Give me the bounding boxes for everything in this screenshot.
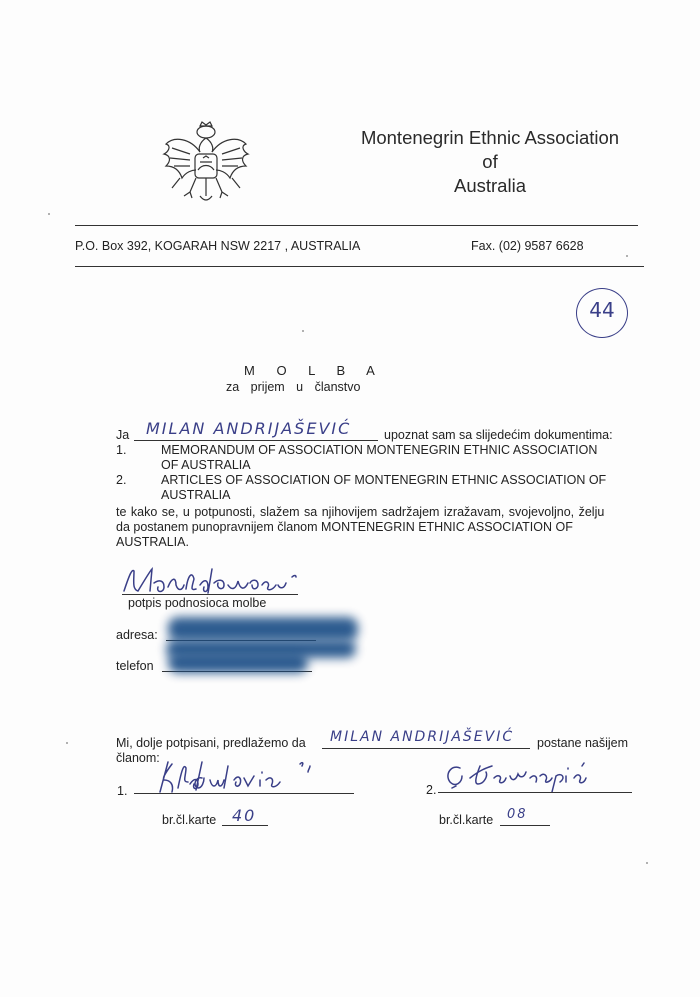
proposer-2-card-line	[500, 825, 550, 826]
applicant-name-line	[134, 440, 378, 441]
fax-number: Fax. (02) 9587 6628	[471, 239, 584, 253]
org-line-1: Montenegrin Ethnic Association	[360, 127, 620, 148]
page-number-mark	[576, 288, 628, 338]
scan-speck	[626, 255, 628, 257]
agreement-line-1: te kako se, u potpunosti, slažem sa njihovijem sadržajem izražavam, svojevoljno, želju	[116, 505, 605, 519]
proposer-1-card-label: br.čl.karte	[162, 813, 217, 827]
document-subtitle: za prijem u članstvo	[226, 380, 361, 394]
applicant-signature-line	[122, 594, 298, 595]
phone-label: telefon	[116, 659, 154, 673]
applicant-suffix: upoznat sam sa slijedećim dokumentima:	[384, 428, 613, 442]
proposer-1-number: 1.	[117, 784, 128, 798]
document-title: M O L B A	[244, 363, 384, 378]
document-1-number: 1.	[116, 443, 127, 457]
proposer-1-card-line	[222, 825, 268, 826]
proposal-suffix: postane našijem	[537, 736, 629, 750]
scan-speck	[66, 742, 68, 744]
document-1-line2: OF AUSTRALIA	[161, 458, 251, 472]
proposer-1-signature-line	[134, 793, 354, 794]
scan-speck	[302, 330, 304, 332]
proposer-2-signature	[440, 758, 600, 794]
agreement-line-2: da postanem punopravnijem članom MONTENEGRIN ETHNIC ASSOCIATION OF	[116, 520, 573, 534]
document-2-line1: ARTICLES OF ASSOCIATION OF MONTENEGRIN ETHNIC ASSOCIATION OF	[161, 473, 607, 487]
proposer-1-card-number: 40	[232, 806, 257, 825]
agreement-line-3: AUSTRALIA.	[116, 535, 189, 549]
organization-name	[335, 126, 645, 198]
document-1-line1: MEMORANDUM OF ASSOCIATION MONTENEGRIN ETHNIC ASSOCIATION	[161, 443, 598, 457]
proposer-2-signature-line	[438, 792, 632, 793]
proposal-name-handwritten: MILAN ANDRIJAŠEVIĆ	[330, 729, 515, 745]
proposer-2-card-number: 08	[507, 807, 528, 822]
document-2-number: 2.	[116, 473, 127, 487]
page-number-text: 44	[589, 298, 615, 322]
org-line-2: of	[482, 151, 498, 172]
proposer-2-number: 2.	[426, 783, 437, 797]
address-label: adresa:	[116, 628, 158, 642]
proposal-prefix: Mi, dolje potpisani, predlažemo da	[116, 736, 306, 750]
proposal-line-2: članom:	[116, 751, 160, 765]
org-line-3: Australia	[454, 175, 526, 196]
postal-address: P.O. Box 392, KOGARAH NSW 2217 , AUSTRALIA	[75, 239, 361, 253]
proposer-2-card-label: br.čl.karte	[439, 813, 494, 827]
phone-redaction	[168, 653, 308, 673]
scan-speck	[646, 862, 648, 864]
header-rule-top	[75, 225, 638, 226]
header-rule-bottom	[75, 266, 644, 267]
applicant-prefix: Ja	[116, 428, 130, 442]
proposal-name-line	[322, 748, 530, 749]
coat-of-arms-icon	[160, 118, 252, 210]
proposer-1-signature	[150, 758, 350, 796]
scan-speck	[48, 213, 50, 215]
signature-label: potpis podnosioca molbe	[128, 596, 267, 610]
applicant-name-handwritten: MILAN ANDRIJAŠEVIĆ	[146, 419, 352, 438]
document-2-line2: AUSTRALIA	[161, 488, 231, 502]
address-redaction	[168, 617, 358, 641]
